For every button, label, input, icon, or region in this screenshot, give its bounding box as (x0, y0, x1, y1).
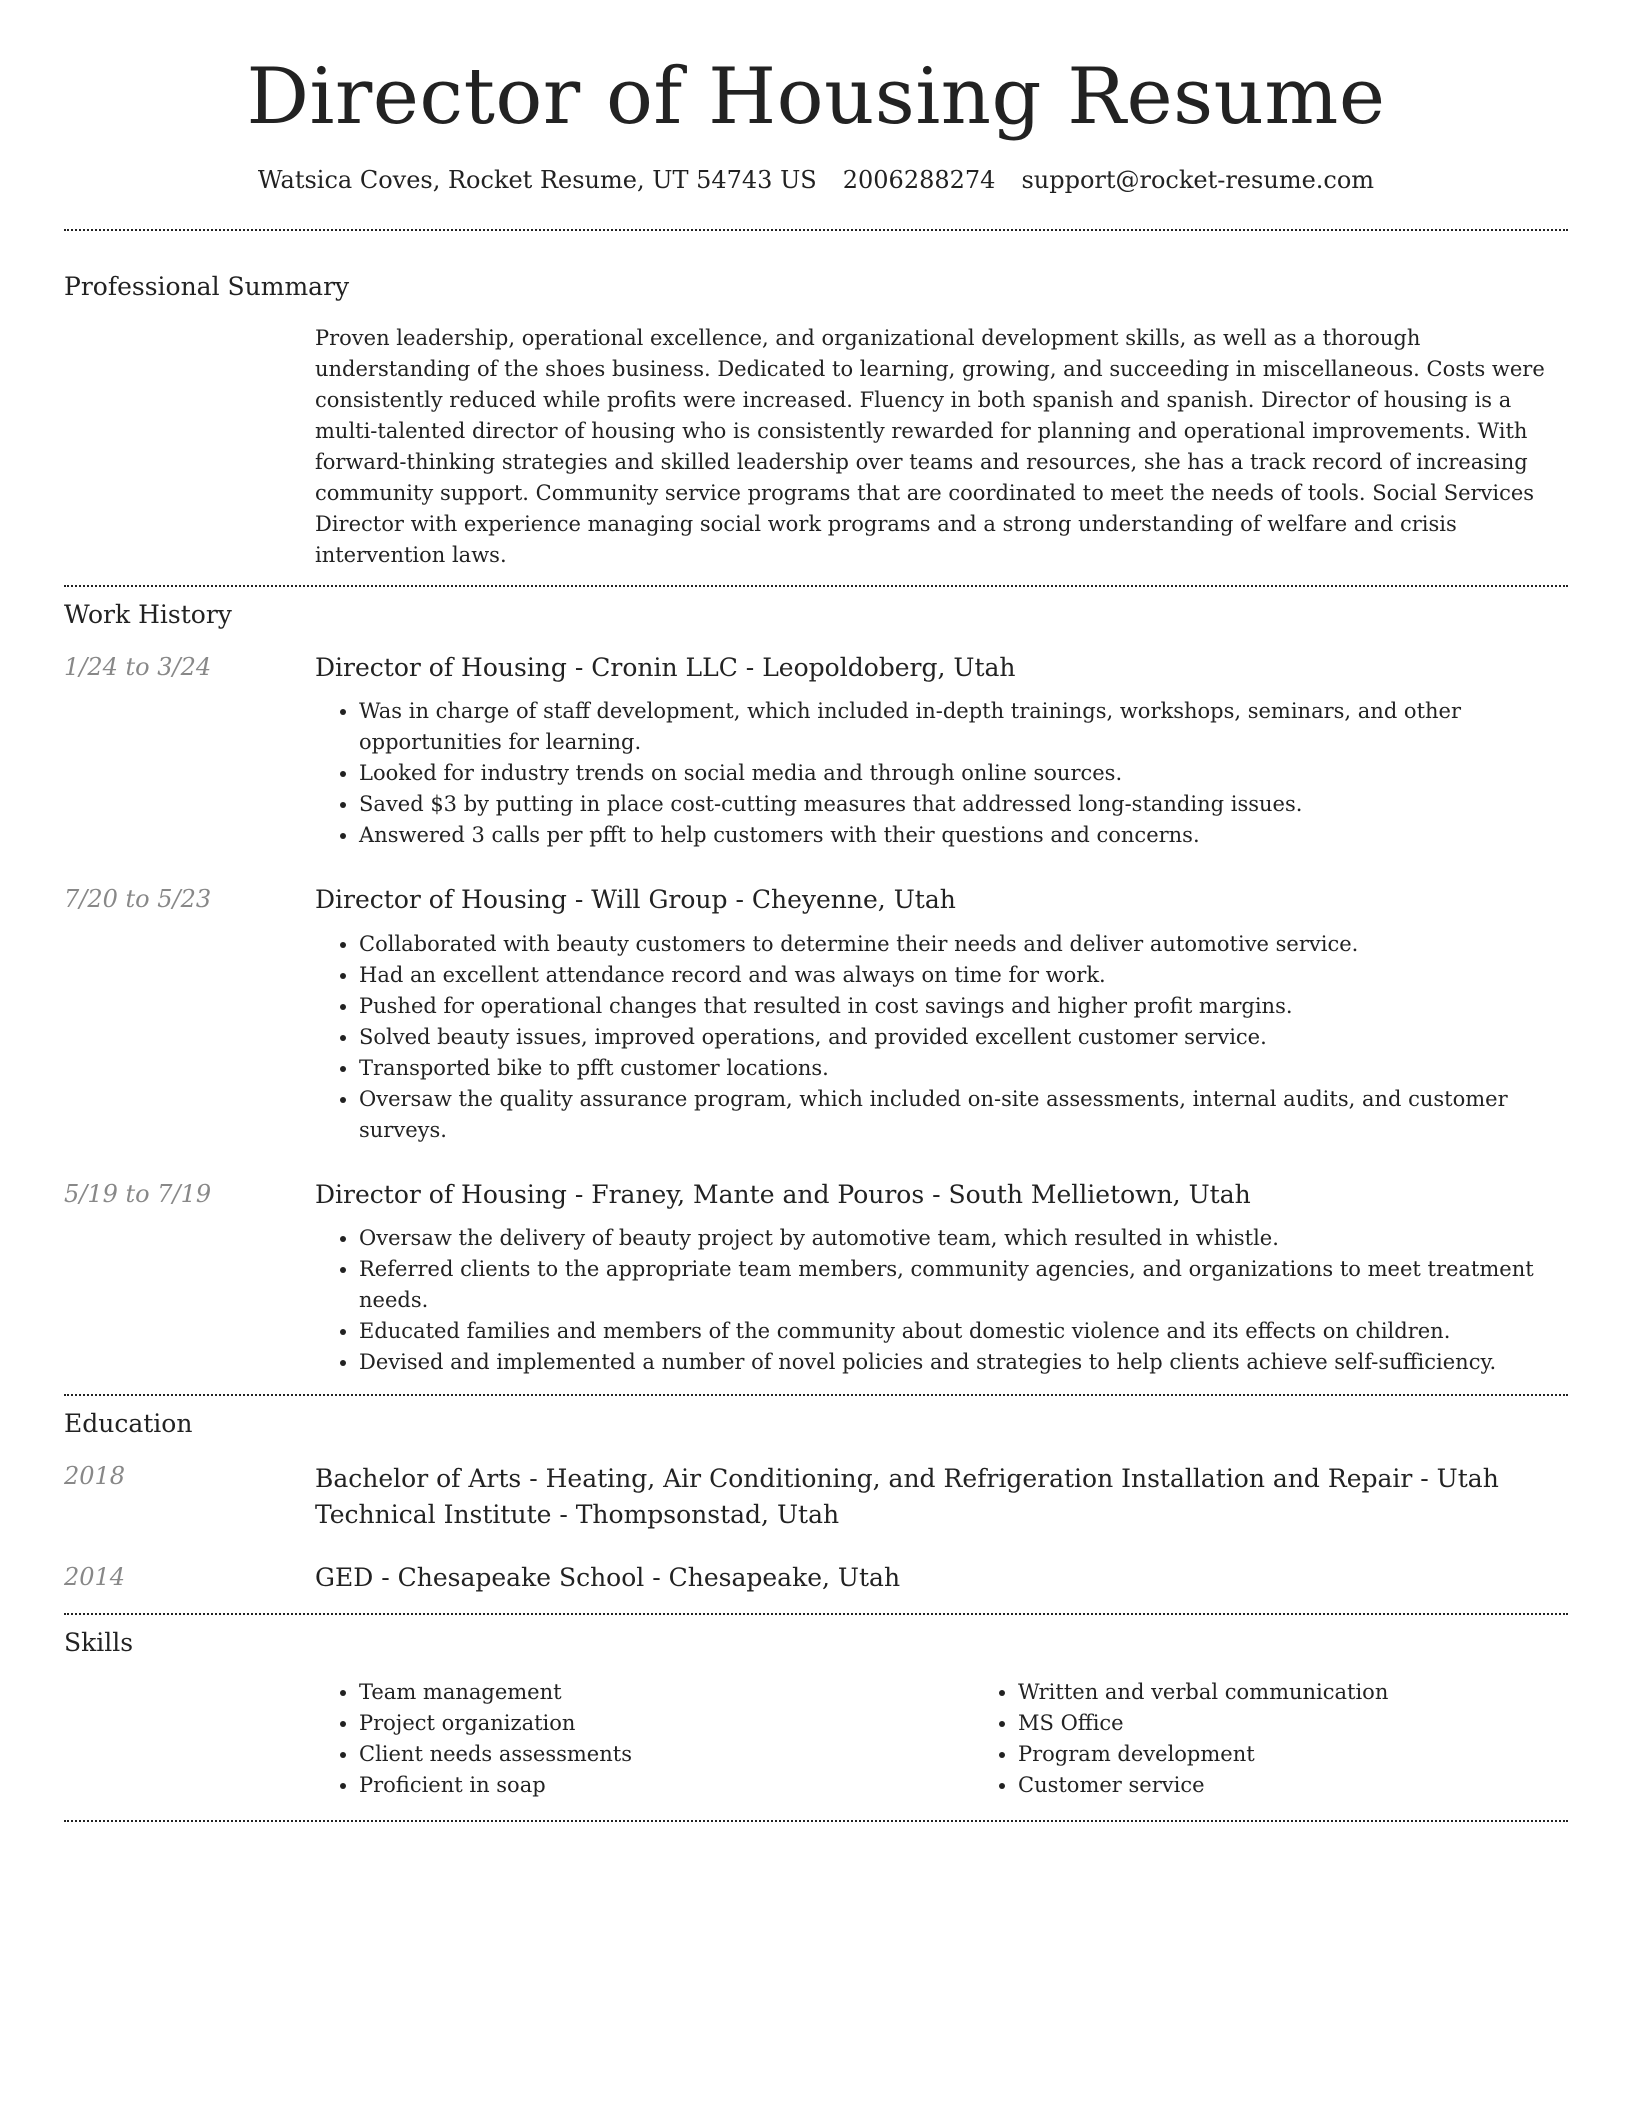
job-dates: 1/24 to 3/24 (64, 652, 212, 681)
job-title: Director of Housing - Will Group - Cheyenne, Utah (315, 885, 956, 915)
job-bullets (315, 1223, 1568, 1378)
education-degree: Bachelor of Arts - Heating, Air Conditioning, and Refrigeration Installation and Repair - Utah Technical Institute - Thompsonstad, Utah (315, 1464, 1499, 1530)
education-heading: Education (64, 1409, 193, 1439)
skill-item: • Customer service (1018, 1770, 1632, 1801)
list-item: • Referred clients to the appropriate team members, community agencies, and organizations to meet treatment needs. (359, 1254, 1568, 1316)
skills-row (64, 1677, 1568, 1801)
summary-row (64, 323, 1568, 571)
divider (64, 1394, 1568, 1396)
list-item: • Solved beauty issues, improved operations, and provided excellent customer service. (359, 1022, 1568, 1053)
list-item: • Oversaw the quality assurance program, which included on-site assessments, internal audits, and customer surveys. (359, 1084, 1568, 1146)
skill-item: • Program development (1018, 1739, 1632, 1770)
divider (64, 1613, 1568, 1615)
job-title: Director of Housing - Franey, Mante and Pouros - South Mellietown, Utah (315, 1179, 1251, 1209)
job-dates: 5/19 to 7/19 (64, 1179, 212, 1208)
list-item: • Pushed for operational changes that resulted in cost savings and higher profit margins. (359, 991, 1568, 1022)
education-entry (64, 1562, 1568, 1595)
list-item: • Saved $3 by putting in place cost-cutting measures that addressed long-standing issues. (359, 789, 1568, 820)
list-item: • Looked for industry trends on social media and through online sources. (359, 758, 1568, 789)
job-entry (64, 884, 1568, 1146)
resume-title: Director of Housing Resume (246, 52, 1386, 142)
job-title: Director of Housing - Cronin LLC - Leopoldoberg, Utah (315, 652, 1016, 682)
job-entry (64, 652, 1568, 852)
education-degree: GED - Chesapeake School - Chesapeake, Utah (315, 1563, 901, 1593)
divider (64, 585, 1568, 587)
job-entry (64, 1179, 1568, 1379)
summary-heading: Professional Summary (64, 271, 350, 301)
contact-line (64, 166, 1568, 195)
summary-text: Proven leadership, operational excellence, and organizational development skills, as well as a thorough understanding of the shoes business. Dedicated to learning, growing, and succeeding in miscellaneous. Costs were consistently reduced while profits were increased. Fluency in both spanish and spanish. Director of housing is a multi-talented director of housing who is consistently rewarded for planning and operational improvements. With forward-thinking strategies and skilled leadership over teams and resources, she has a track record of increasing community support. Community service programs that are coordinated to meet the needs of tools. Social Services Director with experience managing social work programs and a strong understanding of welfare and crisis intervention laws. (315, 325, 1545, 567)
job-dates: 7/20 to 5/23 (64, 885, 212, 914)
job-bullets (315, 696, 1568, 851)
list-item: • Transported bike to pfft customer locations. (359, 1053, 1568, 1084)
contact-email: support@rocket-resume.com (1021, 166, 1375, 194)
education-entry (64, 1461, 1568, 1533)
skill-item: • Client needs assessments (359, 1739, 974, 1770)
skills-list-left (315, 1677, 974, 1801)
skill-item: • Team management (359, 1677, 974, 1708)
education-year: 2014 (64, 1563, 126, 1592)
skill-item: • Proficient in soap (359, 1770, 974, 1801)
skills-list-right (974, 1677, 1632, 1801)
list-item: • Collaborated with beauty customers to determine their needs and deliver automotive service. (359, 929, 1568, 960)
education-year: 2018 (64, 1462, 126, 1491)
skills-heading: Skills (64, 1627, 134, 1657)
list-item: • Oversaw the delivery of beauty project by automotive team, which resulted in whistle. (359, 1223, 1568, 1254)
skill-item: • Written and verbal communication (1018, 1677, 1632, 1708)
divider (64, 229, 1568, 231)
skill-item: • Project organization (359, 1708, 974, 1739)
skill-item: • MS Office (1018, 1708, 1632, 1739)
list-item: • Devised and implemented a number of novel policies and strategies to help clients achieve self-sufficiency. (359, 1347, 1568, 1378)
contact-address: Watsica Coves, Rocket Resume, UT 54743 US (257, 166, 817, 194)
list-item: • Educated families and members of the community about domestic violence and its effects on children. (359, 1316, 1568, 1347)
contact-phone: 2006288274 (842, 166, 996, 194)
work-history-heading: Work History (64, 599, 232, 629)
list-item: • Was in charge of staff development, which included in-depth trainings, workshops, seminars, and other opportunities for learning. (359, 696, 1568, 758)
list-item: • Answered 3 calls per pfft to help customers with their questions and concerns. (359, 820, 1568, 851)
divider (64, 1820, 1568, 1822)
list-item: • Had an excellent attendance record and was always on time for work. (359, 960, 1568, 991)
job-bullets (315, 929, 1568, 1146)
